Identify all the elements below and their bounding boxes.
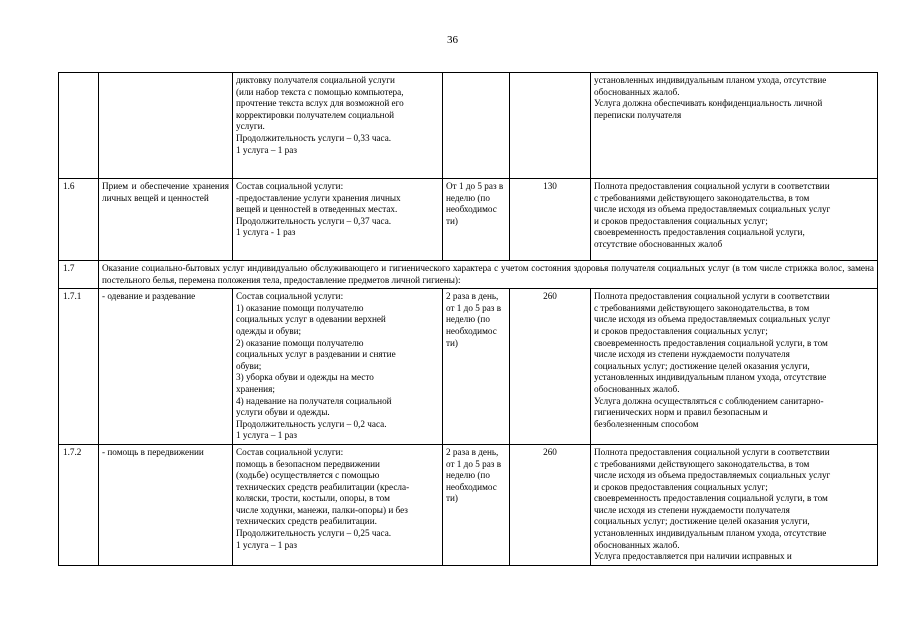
cell-service-content-line: 2) оказание помощи получателю xyxy=(236,337,364,348)
cell-frequency xyxy=(443,73,510,179)
table-row xyxy=(59,73,878,179)
table-row xyxy=(59,179,878,261)
cell-service-content-line: услуги. xyxy=(236,121,265,132)
cell-quality-line: с требованиями действующего законодательства, в том xyxy=(594,302,810,313)
cell-number: 1.7.2 xyxy=(59,444,99,565)
cell-service-content-line: 1 услуга – 1 раз xyxy=(236,144,297,155)
cell-service-content-line: корректировки получателем социальной xyxy=(236,109,395,120)
cell-volume: 130 xyxy=(510,179,591,261)
cell-quality-line: отсутствие обоснованных жалоб xyxy=(594,238,723,249)
cell-service-content-line: 4) надевание на получателя социальной xyxy=(236,395,392,406)
cell-quality-line: установленных индивидуальным планом ухода, отсутствие xyxy=(594,528,827,539)
services-table xyxy=(58,72,878,566)
page-number: 36 xyxy=(447,34,458,46)
cell-quality-line: своевременность предоставления социальной услуги, в том xyxy=(594,337,828,348)
cell-quality-line: с требованиями действующего законодательства, в том xyxy=(594,192,810,203)
cell-quality-line: числе исходя из степени нуждаемости получателя xyxy=(594,504,790,515)
cell-quality-line: социальных услуг; достижение целей оказания услуги, xyxy=(594,360,810,371)
cell-service-content-line: 1 услуга – 1 раз xyxy=(236,539,297,550)
cell-service-content-line: прочтение текста вслух для возможной его xyxy=(236,98,404,109)
cell-service-content-line: социальных услуг в одевании верхней xyxy=(236,314,386,325)
cell-frequency: От 1 до 5 раз в неделю (по необходимос ти) xyxy=(443,179,510,261)
cell-service-content-line: обуви; xyxy=(236,360,262,371)
cell-quality-line: обоснованных жалоб. xyxy=(594,539,680,550)
cell-quality-line: Полнота предоставления социальной услуги в соответствии xyxy=(594,446,830,457)
cell-quality-line: Полнота предоставления социальной услуги в соответствии xyxy=(594,181,830,191)
cell-service-content-line: Продолжительность услуги – 0,2 часа. xyxy=(236,418,387,429)
table-row xyxy=(59,444,878,565)
cell-service-content-line: технических средств реабилитации (кресла- xyxy=(236,481,410,492)
cell-service-content-line: -предоставление услуги хранения личных xyxy=(236,192,401,203)
cell-quality-line: Услуга должна осуществляться с соблюдением санитарно- xyxy=(594,395,824,406)
cell-quality-line: числе исходя из объема предоставляемых социальных услуг xyxy=(594,470,831,481)
cell-quality-line: и сроков предоставления социальных услуг; xyxy=(594,481,768,492)
cell-service-content-line: 1 услуга - 1 раз xyxy=(236,227,296,238)
cell-section-title: Оказание социально-бытовых услуг индивидуально обслуживающего и гигиенического характера с учетом состояния здоровья получателя социальных услуг (в том числе стрижка волос, замена постельного белья, перемена положения тела, предоставление предметов личной гигиены): xyxy=(99,261,878,289)
table-row xyxy=(59,289,878,445)
cell-quality-line: Полнота предоставления социальной услуги в соответствии xyxy=(594,291,830,302)
cell-service-content xyxy=(233,73,443,179)
cell-service-content-line: Состав социальной услуги: xyxy=(236,446,344,457)
cell-quality-line: Услуга предоставляется при наличии исправных и xyxy=(594,551,792,562)
cell-service-content-line: технических средств реабилитации. xyxy=(236,516,377,527)
cell-service-content-line: 1) оказание помощи получателю xyxy=(236,302,364,313)
cell-quality-line: безболезненным способом xyxy=(594,418,699,429)
section-row xyxy=(59,261,878,289)
cell-frequency: 2 раза в день, от 1 до 5 раз в неделю (по необходимос ти) xyxy=(443,289,510,445)
cell-service-name: - помощь в передвижении xyxy=(99,444,233,565)
cell-volume xyxy=(510,73,591,179)
cell-quality-line: числе исходя из объема предоставляемых социальных услуг xyxy=(594,314,831,325)
cell-quality-line: обоснованных жалоб. xyxy=(594,383,680,394)
cell-volume: 260 xyxy=(510,444,591,565)
cell-service-name: - одевание и раздевание xyxy=(99,289,233,445)
cell-frequency: 2 раза в день, от 1 до 5 раз в неделю (по необходимос ти) xyxy=(443,444,510,565)
cell-number: 1.6 xyxy=(59,179,99,261)
cell-service-content-line: Состав социальной услуги: xyxy=(236,291,344,302)
cell-quality-line: числе исходя из степени нуждаемости получателя xyxy=(594,349,790,360)
cell-quality xyxy=(591,179,878,261)
cell-service-content-line: вещей и ценностей в отведенных местах. xyxy=(236,204,398,215)
cell-service-content-line: помощь в безопасном передвижении xyxy=(236,458,380,469)
cell-service-content-line: Продолжительность услуги – 0,37 часа. xyxy=(236,215,392,226)
cell-service-content-line: Продолжительность услуги – 0,33 часа. xyxy=(236,132,392,143)
cell-volume: 260 xyxy=(510,289,591,445)
cell-quality-line: обоснованных жалоб. xyxy=(594,86,680,97)
cell-service-content-line: социальных услуг в раздевании и снятие xyxy=(236,349,396,360)
cell-number: 1.7 xyxy=(59,261,99,289)
cell-quality-line: гигиенических норм и правил безопасным и xyxy=(594,407,768,418)
cell-service-content-line: Состав социальной услуги: xyxy=(236,181,344,191)
cell-quality-line: и сроков предоставления социальных услуг; xyxy=(594,325,768,336)
cell-service-content xyxy=(233,289,443,445)
cell-quality-line: Услуга должна обеспечивать конфиденциальность личной xyxy=(594,98,823,109)
cell-service-content-line: диктовку получателя социальной услуги xyxy=(236,75,395,85)
cell-number: 1.7.1 xyxy=(59,289,99,445)
cell-service-content-line: услуги обуви и одежды. xyxy=(236,407,330,418)
cell-quality-line: переписки получателя xyxy=(594,109,682,120)
cell-service-content xyxy=(233,444,443,565)
cell-quality-line: своевременность предоставления социальной услуги, в том xyxy=(594,493,828,504)
cell-quality-line: числе исходя из объема предоставляемых социальных услуг xyxy=(594,204,831,215)
cell-service-content-line: 1 услуга – 1 раз xyxy=(236,430,297,441)
cell-quality-line: установленных индивидуальным планом ухода, отсутствие xyxy=(594,75,827,85)
cell-number xyxy=(59,73,99,179)
cell-quality-line: с требованиями действующего законодательства, в том xyxy=(594,458,810,469)
cell-quality xyxy=(591,73,878,179)
cell-service-content-line: хранения; xyxy=(236,383,275,394)
cell-quality-line: установленных индивидуальным планом ухода, отсутствие xyxy=(594,372,827,383)
cell-service-content-line: (ходьбе) осуществляется с помощью xyxy=(236,470,380,481)
cell-service-name xyxy=(99,73,233,179)
services-table-body xyxy=(59,73,878,566)
cell-service-content-line: коляски, трости, костыли, опоры, в том xyxy=(236,493,390,504)
cell-service-content-line: числе ходунки, манежи, палки-опоры) и без xyxy=(236,504,408,515)
cell-service-name: Прием и обеспечение хранения личных вещей и ценностей xyxy=(99,179,233,261)
cell-quality-line: социальных услуг; достижение целей оказания услуги, xyxy=(594,516,810,527)
cell-quality xyxy=(591,289,878,445)
cell-service-content xyxy=(233,179,443,261)
cell-service-content-line: Продолжительность услуги – 0,25 часа. xyxy=(236,528,392,539)
cell-quality xyxy=(591,444,878,565)
cell-quality-line: и сроков предоставления социальных услуг; xyxy=(594,215,768,226)
cell-service-content-line: (или набор текста с помощью компьютера, xyxy=(236,86,404,97)
cell-service-content-line: одежды и обуви; xyxy=(236,325,302,336)
cell-service-content-line: 3) уборка обуви и одежды на место xyxy=(236,372,374,383)
cell-quality-line: своевременность предоставления социальной услуги, xyxy=(594,227,805,238)
